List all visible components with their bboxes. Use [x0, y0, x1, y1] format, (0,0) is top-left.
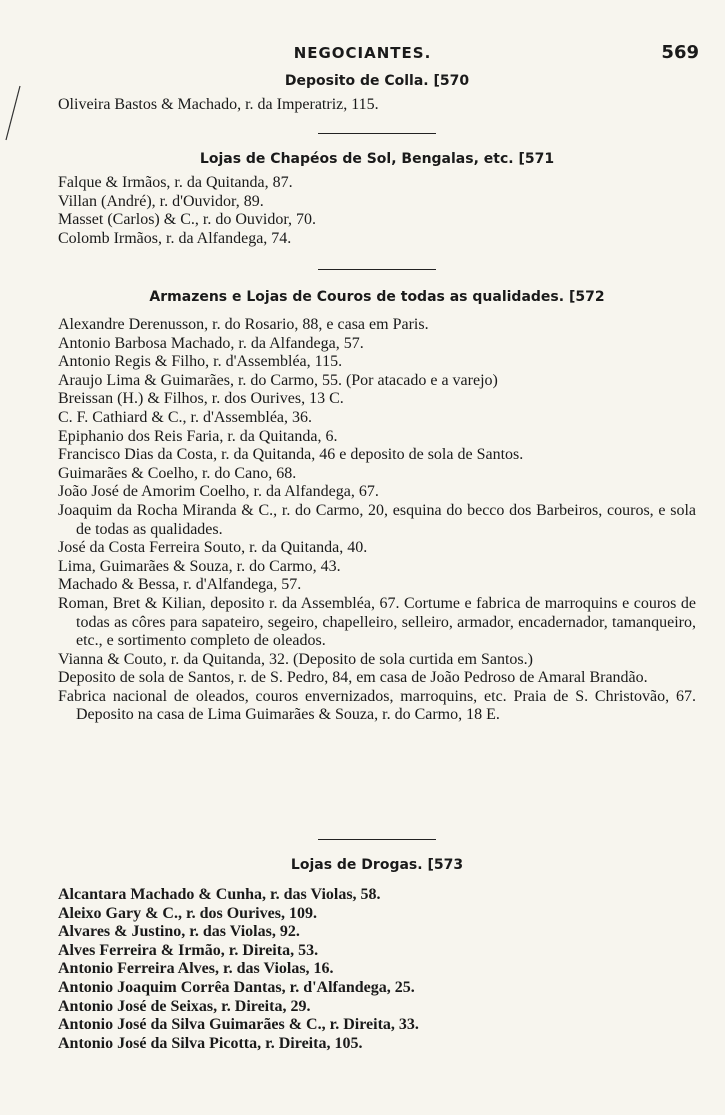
list-item: Araujo Lima & Guimarães, r. do Carmo, 55. (Por atacado e a varejo) — [58, 371, 498, 389]
list-item: Oliveira Bastos & Machado, r. da Imperatriz, 115. — [58, 96, 379, 113]
list-item: Breissan (H.) & Filhos, r. dos Ourives, 13 C. — [58, 390, 344, 408]
divider-wrap — [58, 269, 696, 270]
section-chapeos — [58, 150, 696, 248]
divider — [318, 269, 436, 270]
section-ref: [573 — [427, 857, 464, 873]
list-item: Alvares & Justino, r. das Violas, 92. — [58, 923, 300, 941]
list-item: Francisco Dias da Costa, r. da Quitanda, 46 e deposito de sola de Santos. — [58, 446, 524, 464]
section-ref: [570 — [433, 73, 470, 89]
section-title-text: Lojas de Chapéos de Sol, Bengalas, etc. — [199, 151, 514, 167]
list-item: Alves Ferreira & Irmão, r. Direita, 53. — [58, 941, 319, 959]
divider — [318, 839, 436, 840]
list-item: Deposito de sola de Santos, r. de S. Pedro, 84, em casa de João Pedroso de Amaral Brandão. — [58, 669, 648, 687]
section-title — [58, 150, 696, 168]
list-item: Antonio Regis & Filho, r. d'Assembléa, 115. — [58, 353, 343, 371]
list-item: Colomb Irmãos, r. da Alfandega, 74. — [58, 229, 292, 247]
margin-pen-stroke — [2, 84, 24, 144]
list-item: Roman, Bret & Kilian, deposito r. da Assembléa, 67. Cortume e fabrica de marroquins e couros de todas as côres para sapateiro, segeiro, chapelleiro, selleiro, armador, encadernador, tamanqueiro, etc., e sortimento completo de oleados. — [58, 594, 696, 650]
list-item: Lima, Guimarães & Souza, r. do Carmo, 43. — [58, 557, 341, 575]
list-item: Antonio José de Seixas, r. Direita, 29. — [58, 997, 311, 1015]
list-item: Antonio José da Silva Picotta, r. Direita, 105. — [58, 1034, 363, 1052]
section-title-text: Armazens e Lojas de Couros de todas as qualidades. — [149, 289, 565, 305]
list-item: Antonio Barbosa Machado, r. da Alfandega, 57. — [58, 334, 364, 352]
list-item: Vianna & Couto, r. da Quitanda, 32. (Deposito de sola curtida em Santos.) — [58, 650, 533, 668]
section-couros — [58, 288, 696, 725]
entry-list — [58, 316, 696, 725]
list-item: Antonio Ferreira Alves, r. das Violas, 16. — [58, 960, 334, 978]
divider-wrap — [58, 839, 696, 840]
list-item: Guimarães & Coelho, r. do Cano, 68. — [58, 464, 297, 482]
section-ref: [572 — [568, 289, 605, 305]
list-item: Machado & Bessa, r. d'Alfandega, 57. — [58, 576, 302, 594]
entry-list — [58, 174, 696, 248]
section-ref: [571 — [518, 151, 555, 167]
section-drogas — [58, 856, 696, 1053]
list-item: Epiphanio dos Reis Faria, r. da Quitanda, 6. — [58, 427, 338, 445]
entry-list — [58, 886, 696, 1053]
list-item: C. F. Cathiard & C., r. d'Assembléa, 36. — [58, 408, 313, 426]
list-item: Antonio José da Silva Guimarães & C., r. Direita, 33. — [58, 1016, 419, 1034]
list-item: Fabrica nacional de oleados, couros envernizados, marroquins, etc. Praia de S. Christovão, 67. Deposito na casa de Lima Guimarães & Souza, r. do Carmo, 18 E. — [58, 687, 696, 724]
section-title-text: Deposito de Colla. — [284, 73, 429, 89]
section-title — [58, 856, 696, 874]
page-number: 569 — [661, 42, 699, 63]
list-item: Antonio Joaquim Corrêa Dantas, r. d'Alfandega, 25. — [58, 978, 415, 996]
list-item: Aleixo Gary & C., r. dos Ourives, 109. — [58, 904, 317, 922]
list-item: Alexandre Derenusson, r. do Rosario, 88, e casa em Paris. — [58, 316, 429, 333]
divider — [318, 133, 436, 134]
running-title: NEGOCIANTES. — [293, 44, 432, 62]
section-deposito-colla — [58, 72, 696, 115]
list-item: Villan (André), r. d'Ouvidor, 89. — [58, 192, 264, 210]
list-item: João José de Amorim Coelho, r. da Alfandega, 67. — [58, 483, 379, 501]
list-item: Joaquim da Rocha Miranda & C., r. do Carmo, 20, esquina do becco dos Barbeiros, couros, e sola de todas as qualidades. — [58, 501, 696, 538]
list-item: Falque & Irmãos, r. da Quitanda, 87. — [58, 174, 293, 191]
list-item: Alcantara Machado & Cunha, r. das Violas, 58. — [58, 886, 381, 903]
divider-wrap — [58, 133, 696, 134]
list-item: José da Costa Ferreira Souto, r. da Quitanda, 40. — [58, 539, 368, 557]
list-item: Masset (Carlos) & C., r. do Ouvidor, 70. — [58, 211, 317, 229]
section-title — [58, 72, 696, 90]
section-title-text: Lojas de Drogas. — [290, 857, 423, 873]
section-title — [58, 288, 696, 306]
